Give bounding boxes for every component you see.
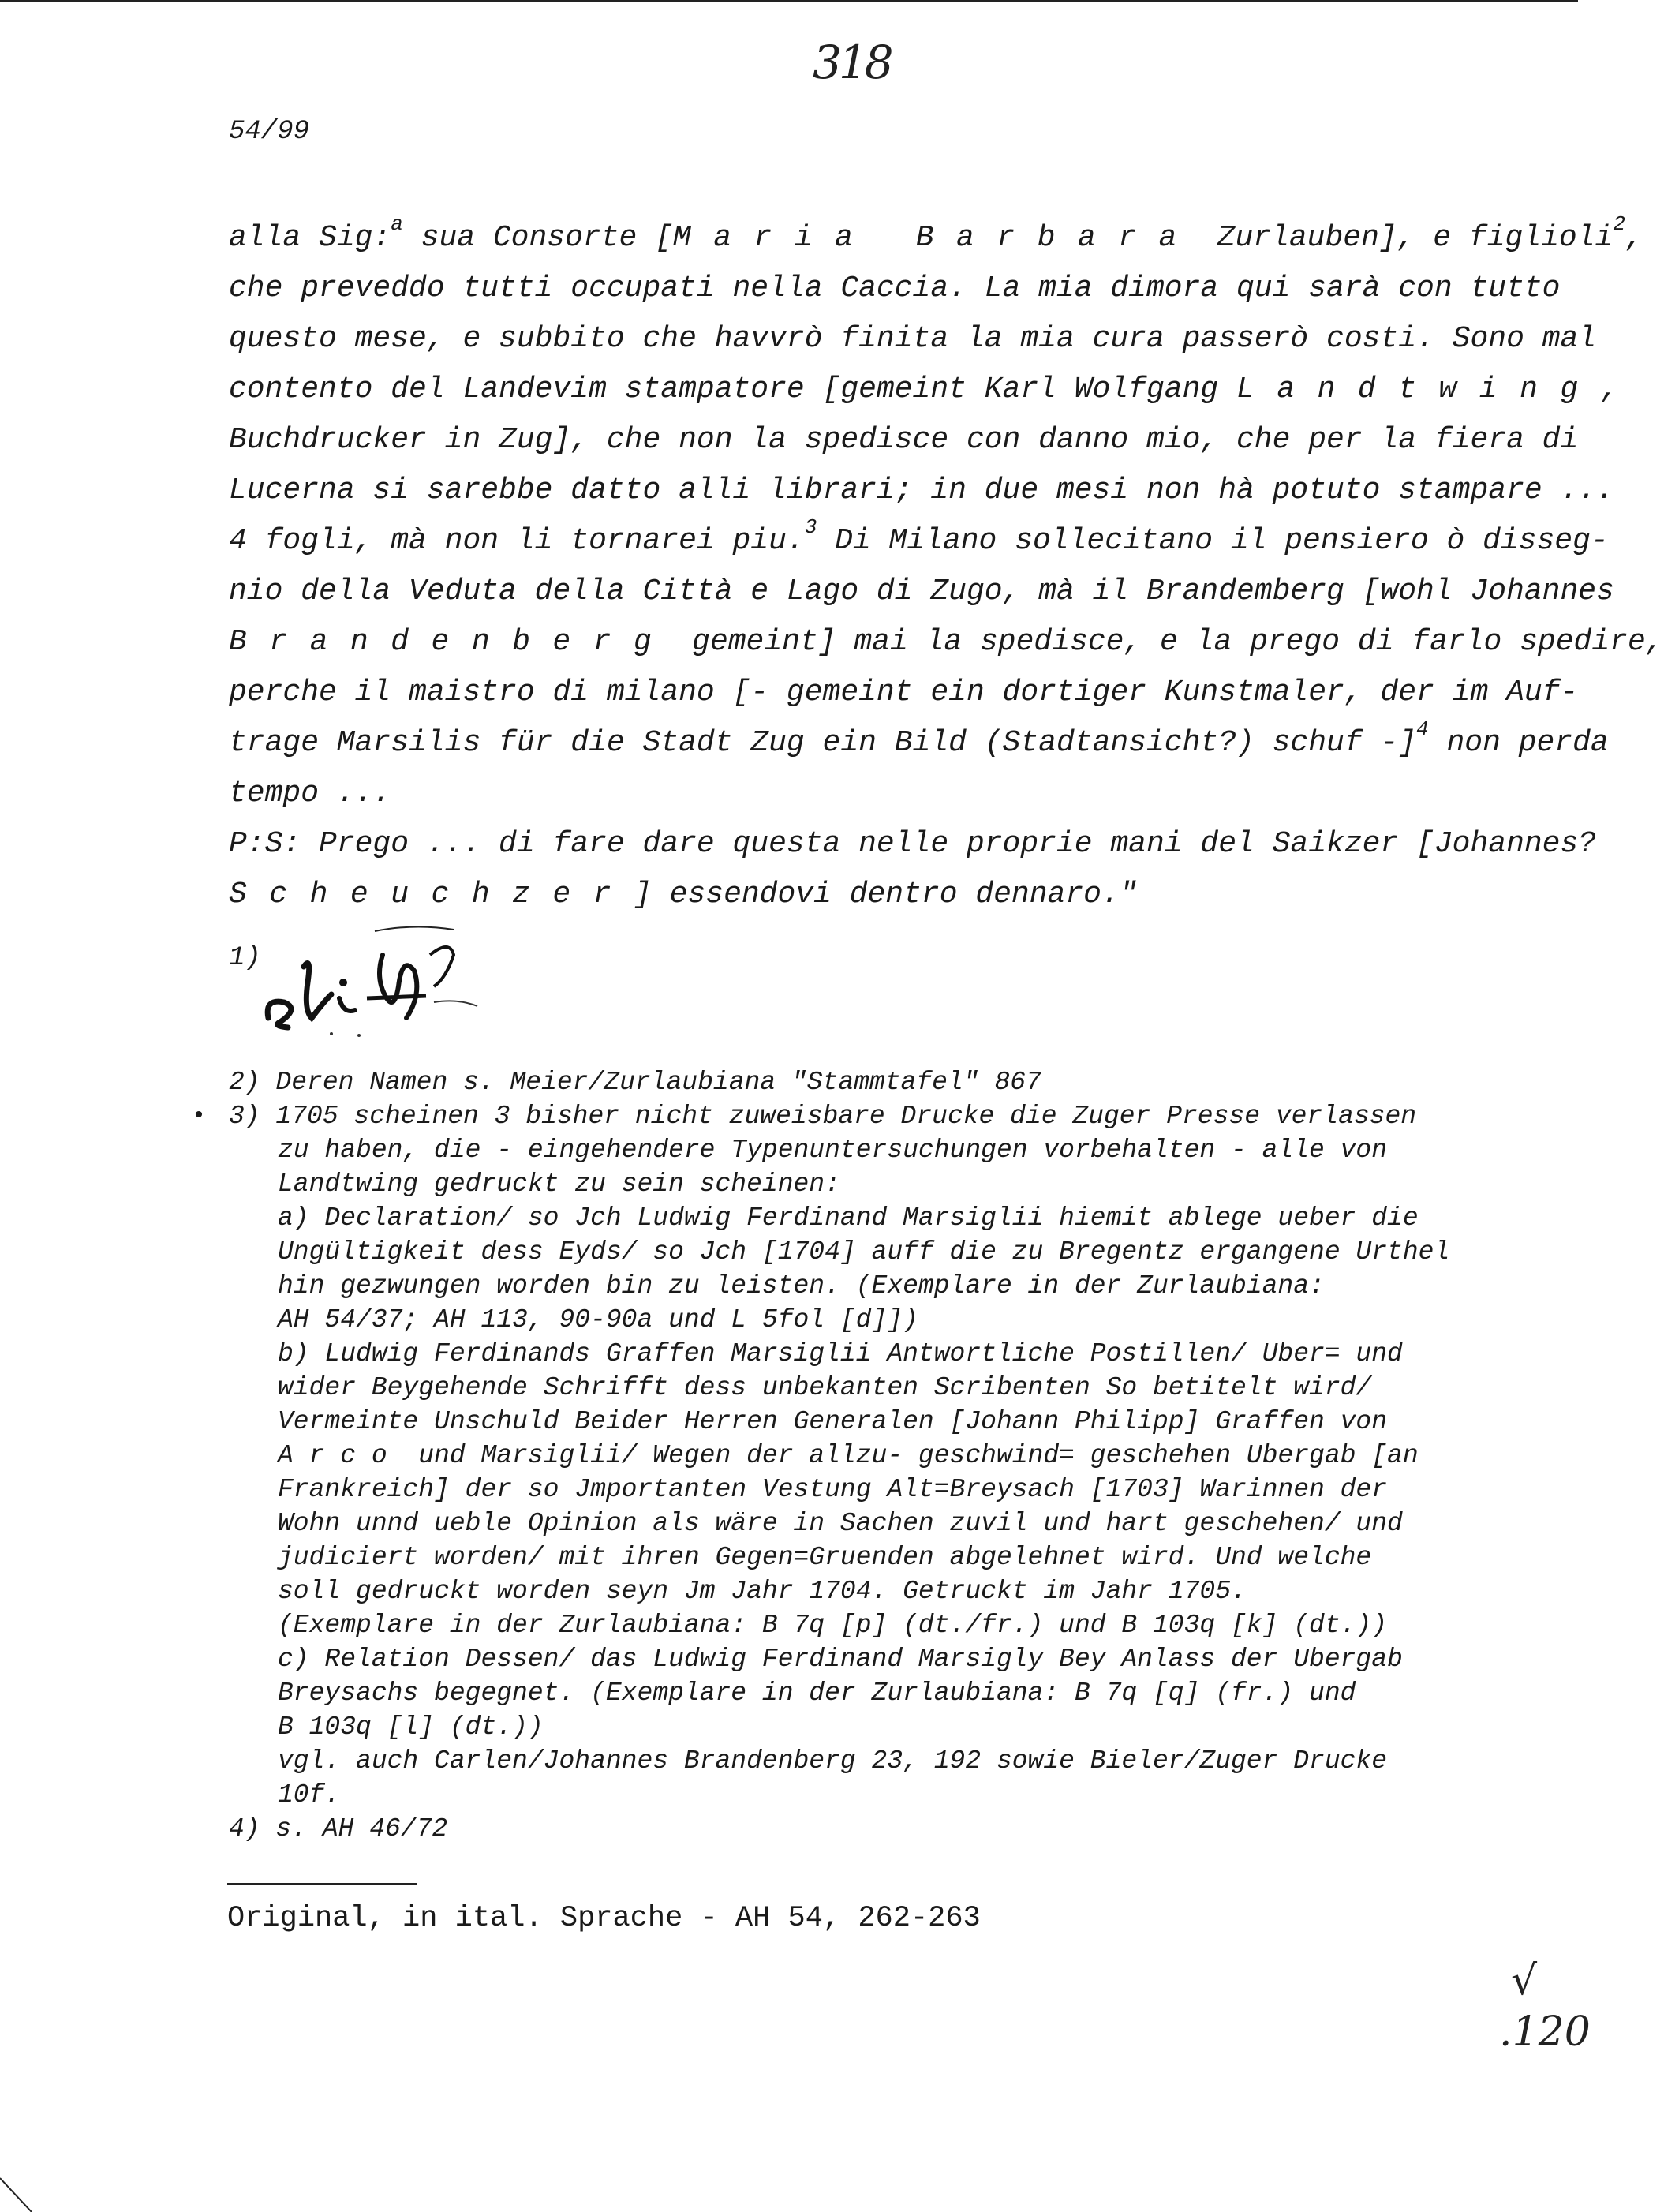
footnote-3-line: wider Beygehende Schrifft dess unbekanten Scribenten So betitelt wird/ (278, 1373, 1372, 1402)
letter-line: alla Sig:$^a$ sua Consorte [Maria Barbara Zurlauben], e figlioli$^2$, (229, 212, 1643, 255)
handwritten-folio-number: .120 (1499, 2008, 1591, 2056)
footnote-1-label: 1) (229, 943, 261, 973)
footnote-3-line: Vermeinte Unschuld Beider Herren Generalen [Johann Philipp] Graffen von (278, 1407, 1388, 1436)
letter-line: P:S: Prego ... di fare dare questa nelle proprie mani del Saikzer [Johannes? (229, 827, 1597, 861)
letter-line: 4 fogli, mà non li tornarei piu.$^3$ Di Milano sollecitano il pensiero ò disseg- (229, 515, 1609, 558)
letter-line: Buchdrucker in Zug], che non la spedisce con danno mio, che per la fiera di (229, 423, 1579, 457)
spaced-name: Maria Barbara (672, 221, 1199, 255)
letter-line: nio della Veduta della Città e Lago di Zugo, mà il Brandemberg [wohl Johannes (229, 575, 1614, 608)
footnotes (229, 1065, 1554, 1846)
letter-line: che preveddo tutti occupati nella Caccia. La mia dimora qui sarà con tutto (229, 271, 1561, 305)
document-reference: 54/99 (229, 117, 310, 147)
footnote-3-line: B 103q [l] (dt.)) (278, 1712, 544, 1742)
footnote-4: 4) s. AH 46/72 (229, 1814, 448, 1843)
handwriting-sample-image (256, 923, 525, 1042)
footnote-3-line: Breysachs begegnet. (Exemplare in der Zurlaubiana: B 7q [q] (fr.) und (278, 1679, 1356, 1708)
footnote-3-line: 3) 1705 scheinen 3 bisher nicht zuweisbare Drucke die Zuger Presse verlassen (229, 1102, 1417, 1131)
footnote-2: 2) Deren Namen s. Meier/Zurlaubiana "Stammtafel" 867 (229, 1068, 1041, 1097)
footnote-3-line: a) Declaration/ so Jch Ludwig Ferdinand Marsiglii hiemit ablege ueber die (278, 1203, 1419, 1233)
footnote-3-line: hin gezwungen worden bin zu leisten. (Exemplare in der Zurlaubiana: (278, 1271, 1325, 1301)
footnote-3-line: (Exemplare in der Zurlaubiana: B 7q [p] (dt./fr.) und B 103q [k] (dt.)) (278, 1611, 1388, 1640)
footnote-3-line: Ungültigkeit dess Eyds/ so Jch [1704] auff die zu Bregentz ergangene Urthel (278, 1237, 1450, 1267)
footnote-3-line: b) Ludwig Ferdinands Graffen Marsiglii Antwortliche Postillen/ Uber= und (278, 1339, 1403, 1368)
footnote-3-line: Landtwing gedruckt zu sein scheinen: (278, 1170, 840, 1199)
footnote-marker-2: 2 (1613, 212, 1625, 237)
footnote-3-line: Wohn unnd ueble Opinion als wäre in Sachen zuvil und hart geschehen/ und (278, 1509, 1403, 1538)
letter-line: Brandenberg gemeint] mai la spedisce, e la prego di farlo spedire, (229, 625, 1664, 659)
handwritten-page-number: 318 (813, 36, 891, 89)
footnote-marker-3: 3 (804, 515, 817, 540)
letter-line: trage Marsilis für die Stadt Zug ein Bild (Stadtansicht?) schuf -]$^4$ non perda (229, 717, 1609, 760)
footnote-3-line: A r c o und Marsiglii/ Wegen der allzu- geschwind= geschehen Ubergab [an (278, 1441, 1419, 1470)
spaced-name: Brandenberg (229, 625, 675, 659)
letter-line: perche il maistro di milano [- gemeint ein dortiger Kunstmaler, der im Auf- (229, 676, 1579, 709)
letter-line: tempo ... (229, 777, 391, 810)
spaced-name: Landtwing (1236, 372, 1601, 406)
letter-line: Lucerna si sarebbe datto alli librari; in due mesi non hà potuto stampare ... (229, 473, 1614, 507)
footnote-3-line: c) Relation Dessen/ das Ludwig Ferdinand Marsigly Bey Anlass der Ubergab (278, 1645, 1403, 1674)
footnote-3-line: AH 54/37; AH 113, 90-90a und L 5fol [d]]) (278, 1305, 918, 1334)
source-line: Original, in ital. Sprache - AH 54, 262-263 (227, 1902, 981, 1935)
footnote-marker-a: a (391, 212, 403, 237)
handwritten-check-mark: √ (1511, 1957, 1538, 2004)
footnote-separator-rule (227, 1883, 417, 1885)
letter-line: contento del Landevim stampatore [gemeint Karl Wolfgang Landtwing, (229, 372, 1619, 406)
footnote-3-line: soll gedruckt worden seyn Jm Jahr 1704. Getruckt im Jahr 1705. (278, 1577, 1247, 1606)
footnote-3-line: judiciert worden/ mit ihren Gegen=Gruenden abgelehnet wird. Und welche (278, 1543, 1372, 1572)
footnote-3-line: vgl. auch Carlen/Johannes Brandenberg 23, 192 sowie Bieler/Zuger Drucke (278, 1746, 1388, 1776)
letter-line: questo mese, e subbito che havvrò finita la mia cura passerò costi. Sono mal (229, 322, 1597, 356)
top-edge-line (0, 0, 1578, 2)
margin-bullet: • (192, 1103, 207, 1130)
letter-excerpt (229, 212, 1664, 920)
letter-line: Scheuchzer] essendovi dentro dennaro." (229, 878, 1138, 911)
corner-mark (0, 2178, 32, 2212)
spaced-name: Scheuchzer (229, 878, 634, 911)
footnote-3-line: 10f. (278, 1780, 341, 1810)
footnote-3-line: zu haben, die - eingehendere Typenuntersuchungen vorbehalten - alle von (278, 1136, 1388, 1165)
footnote-marker-4: 4 (1416, 717, 1429, 742)
footnote-3-line: Frankreich] der so Jmportanten Vestung Alt=Breysach [1703] Warinnen der (278, 1475, 1388, 1504)
